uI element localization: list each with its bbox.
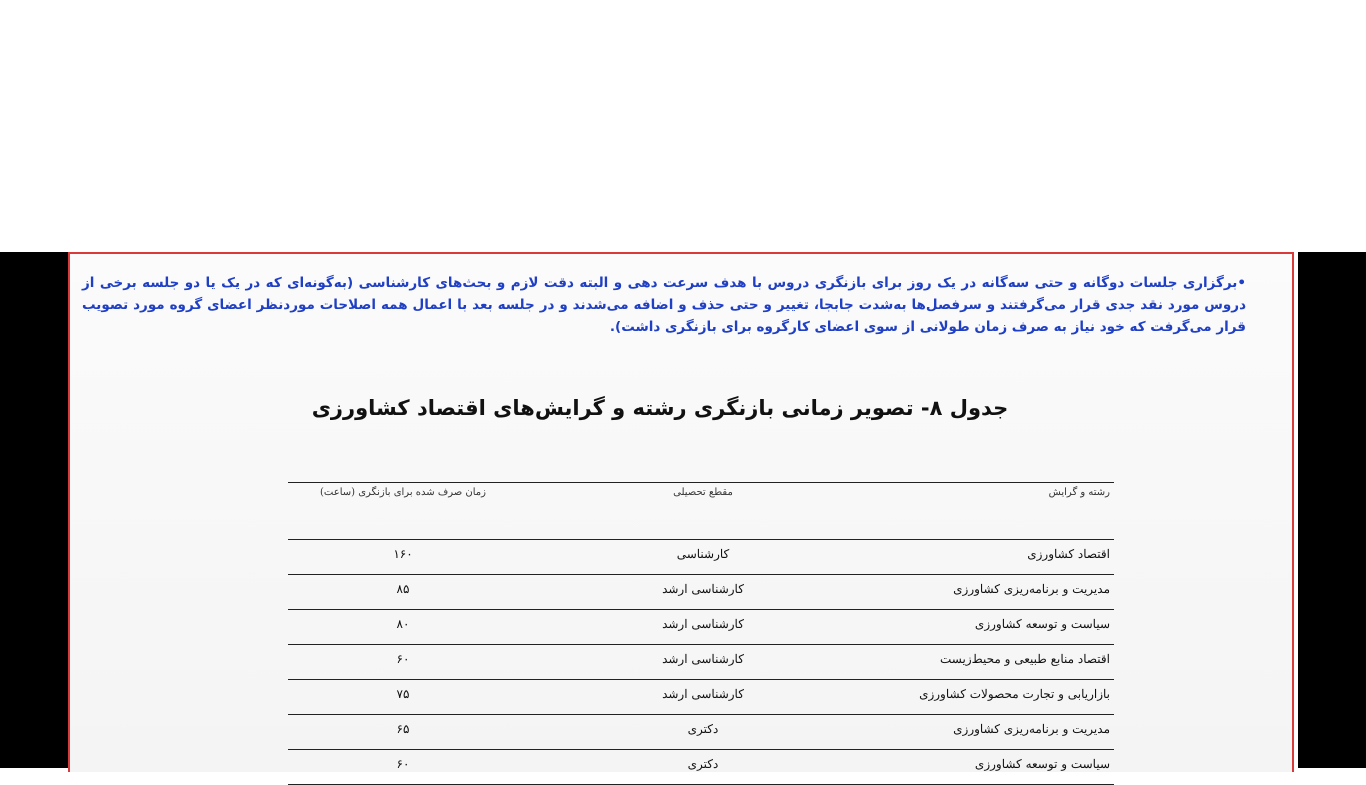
table-row	[288, 680, 1114, 715]
cell-field: اقتصاد منابع طبیعی و محیط‌زیست	[940, 652, 1110, 666]
cell-hours: ۱۶۰	[393, 547, 413, 561]
header-degree: مقطع تحصیلی	[673, 487, 733, 498]
cell-field: مدیریت و برنامه‌ریزی کشاورزی	[953, 722, 1110, 736]
cell-hours: ۸۰	[396, 617, 410, 631]
table-row	[288, 715, 1114, 750]
cell-degree: کارشناسی	[676, 547, 730, 561]
table-row	[288, 610, 1114, 645]
left-letterbox	[0, 252, 68, 768]
top-blank-area	[0, 0, 1366, 252]
cell-field: مدیریت و برنامه‌ریزی کشاورزی	[953, 582, 1110, 596]
table-row	[288, 575, 1114, 610]
cell-field: اقتصاد کشاورزی	[1027, 547, 1110, 561]
cell-hours: ۶۰	[396, 652, 410, 666]
cell-degree: کارشناسی ارشد	[662, 652, 744, 666]
bullet-paragraph: •برگزاری جلسات دوگانه و حتی سه‌گانه در یک روز برای بازنگری دروس با هدف سرعت دهی و البته دقت لازم و بحث‌های کارشناسی (به‌گونه‌ای که در یک یا دو جلسه برخی از دروس مورد نقد جدی قرار می‌گرفتند و سرفصل‌ها به‌شدت جابجا، تغییر و حتی حذف و اضافه می‌شدند و در جلسه بعد با اعمال همه اصلاحات موردنظر اعضای گروه مورد تصویب قرار می‌گرفت که خود نیاز به صرف زمان طولانی از سوی اعضای کارگروه برای بازنگری داشت).	[82, 275, 1246, 335]
cell-hours: ۸۵	[396, 582, 410, 596]
table-header-row	[288, 482, 1114, 540]
cell-hours: ۷۵	[396, 687, 410, 701]
cell-degree: دکتری	[687, 757, 719, 771]
cell-field: سیاست و توسعه کشاورزی	[974, 617, 1110, 631]
cell-degree: کارشناسی ارشد	[662, 582, 744, 596]
cell-degree: دکتری	[687, 722, 719, 736]
right-letterbox	[1298, 252, 1366, 768]
cell-degree: کارشناسی ارشد	[662, 617, 744, 631]
cell-hours: ۶۰	[396, 757, 410, 771]
table-title: جدول ۸- تصویر زمانی بازنگری رشته و گرایش‌های اقتصاد کشاورزی	[311, 396, 1009, 420]
header-hours: زمان صرف شده برای بازنگری (ساعت)	[320, 487, 486, 498]
header-field: رشته و گرایش	[1048, 487, 1110, 498]
cell-degree: کارشناسی ارشد	[662, 687, 744, 701]
table-row	[288, 645, 1114, 680]
review-time-table	[288, 482, 1114, 785]
cell-hours: ۶۵	[396, 722, 410, 736]
table-row	[288, 540, 1114, 575]
slide	[68, 252, 1294, 772]
cell-field: سیاست و توسعه کشاورزی	[974, 757, 1110, 771]
cell-field: بازاریابی و تجارت محصولات کشاورزی	[919, 687, 1110, 701]
